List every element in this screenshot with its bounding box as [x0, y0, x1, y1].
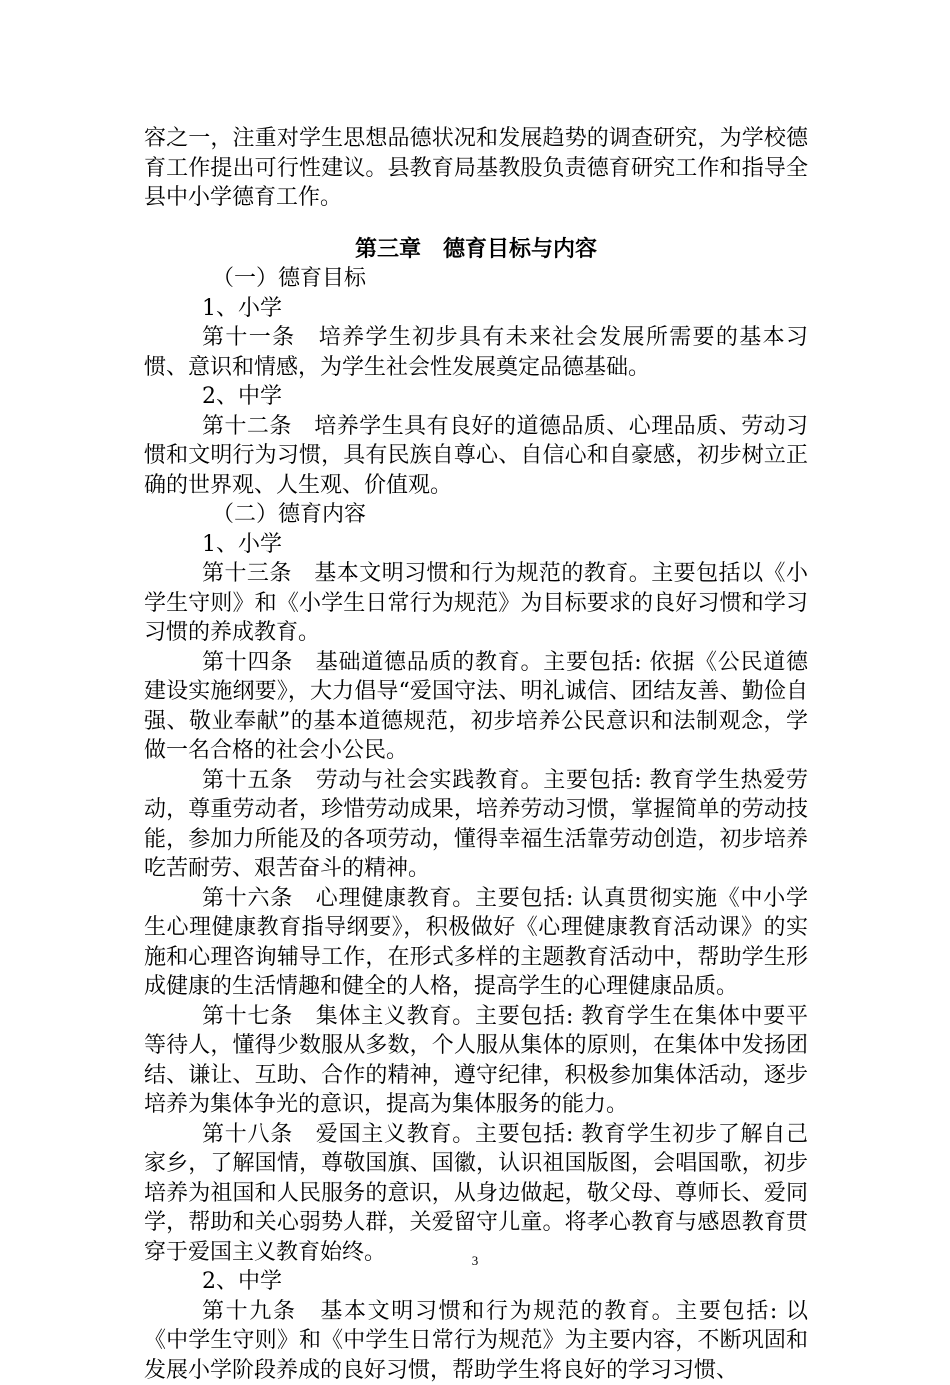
article-12: 第十二条 培养学生具有良好的道德品质、心理品质、劳动习惯和文明行为习惯，具有民族自尊心、自信心和自豪感，初步树立正确的世界观、人生观、价值观。	[144, 412, 808, 501]
page-number: 3	[0, 1246, 950, 1276]
article-13: 第十三条 基本文明习惯和行为规范的教育。主要包括以《小学生守则》和《小学生日常行为规范》为目标要求的良好习惯和学习习惯的养成教育。	[144, 559, 808, 648]
article-11: 第十一条 培养学生初步具有未来社会发展所需要的基本习惯、意识和情感，为学生社会性发展奠定品德基础。	[144, 323, 808, 382]
paragraph-continued: 容之一，注重对学生思想品德状况和发展趋势的调查研究，为学校德育工作提出可行性建议。县教育局基教股负责德育研究工作和指导全县中小学德育工作。	[144, 124, 808, 213]
section-heading-goals: （一）德育目标	[144, 264, 808, 294]
chapter-heading: 第三章 德育目标与内容	[144, 235, 808, 265]
subsection-middle: 2、中学	[144, 382, 808, 412]
article-16: 第十六条 心理健康教育。主要包括: 认真贯彻实施《中小学生心理健康教育指导纲要》，积极做好《心理健康教育活动课》的实施和心理咨询辅导工作，在形式多样的主题教育活动中，帮助学生形成健康的生活情趣和健全的人格，提高学生的心理健康品质。	[144, 884, 808, 1002]
section-heading-content: （二）德育内容	[144, 500, 808, 530]
subsection-primary-2: 1、小学	[144, 530, 808, 560]
page-body	[144, 124, 808, 1385]
article-18: 第十八条 爱国主义教育。主要包括: 教育学生初步了解自己家乡，了解国情，尊敬国旗、国徽，认识祖国版图，会唱国歌，初步培养为祖国和人民服务的意识，从身边做起，敬父母、尊师长、爱同学，帮助和关心弱势人群，关爱留守儿童。将孝心教育与感恩教育贯穿于爱国主义教育始终。	[144, 1120, 808, 1268]
article-19: 第十九条 基本文明习惯和行为规范的教育。主要包括: 以《中学生守则》和《中学生日常行为规范》为主要内容，不断巩固和发展小学阶段养成的良好习惯，帮助学生将良好的学习习惯、	[144, 1297, 808, 1385]
article-17: 第十七条 集体主义教育。主要包括: 教育学生在集体中要平等待人，懂得少数服从多数，个人服从集体的原则，在集体中发扬团结、谦让、互助、合作的精神，遵守纪律，积极参加集体活动，逐步培养为集体争光的意识，提高为集体服务的能力。	[144, 1002, 808, 1120]
subsection-primary: 1、小学	[144, 294, 808, 324]
article-15: 第十五条 劳动与社会实践教育。主要包括: 教育学生热爱劳动，尊重劳动者，珍惜劳动成果，培养劳动习惯，掌握简单的劳动技能，参加力所能及的各项劳动，懂得幸福生活靠劳动创造，初步培养吃苦耐劳、艰苦奋斗的精神。	[144, 766, 808, 884]
subsection-middle-2: 2、中学	[144, 1267, 808, 1297]
article-14: 第十四条 基础道德品质的教育。主要包括: 依据《公民道德建设实施纲要》，大力倡导“爱国守法、明礼诚信、团结友善、勤俭自强、敬业奉献”的基本道德规范，初步培养公民意识和法制观念，学做一名合格的社会小公民。	[144, 648, 808, 766]
